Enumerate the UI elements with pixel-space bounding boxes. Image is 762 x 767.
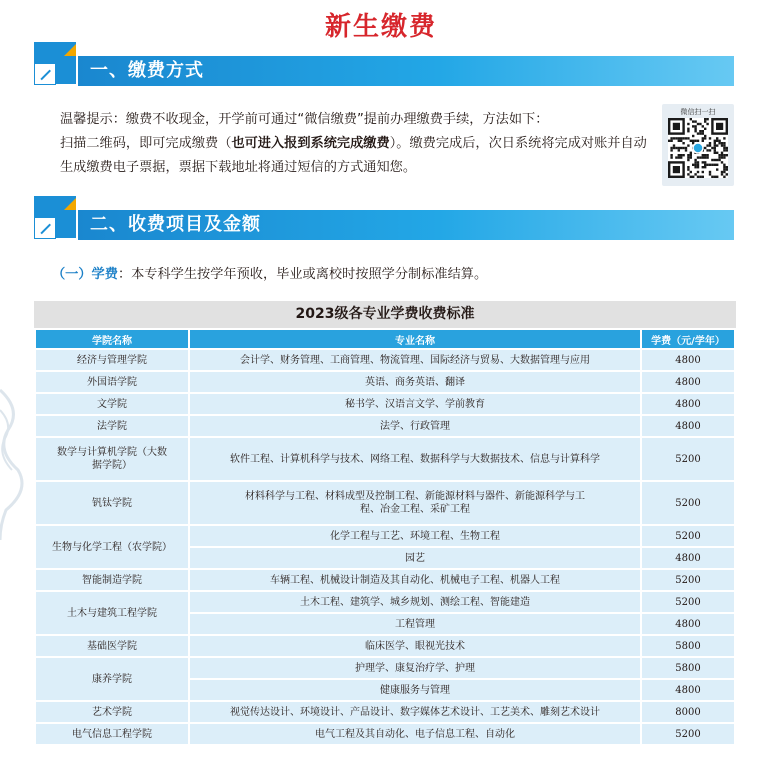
major-cell: 材料科学与工程、材料成型及控制工程、新能源材料与器件、新能源科学与工程、冶金工程、采矿工程 [189,481,641,525]
table-caption: 2023级各专业学费收费标准 [34,301,736,328]
table-row [35,437,735,481]
fee-cell: 4800 [641,679,735,701]
major-cell: 土木工程、建筑学、城乡规划、测绘工程、智能建造 [189,591,641,613]
college-cell: 钒钛学院 [35,481,189,525]
college-cell: 数学与计算机学院（大数据学院） [35,437,189,481]
wechat-pay-qr[interactable] [662,104,734,186]
qr-code-icon [668,118,728,178]
college-cell: 康养学院 [35,657,189,701]
column-header-college: 学院名称 [35,329,189,349]
major-cell: 视觉传达设计、环境设计、产品设计、数字媒体艺术设计、工艺美术、雕刻艺术设计 [189,701,641,723]
notice-line-1: 温馨提示：缴费不收现金，开学前可通过“微信缴费”提前办理缴费手续，方法如下： [60,112,549,127]
major-cell: 车辆工程、机械设计制造及其自动化、机械电子工程、机器人工程 [189,569,641,591]
notice-text: ）。缴费完成后，次日系统将完成对账并自动生成缴费电子票据，票据下载地址将通过短信的方式通知您。 [60,136,647,175]
table-row [35,481,735,525]
major-cell: 工程管理 [189,613,641,635]
fee-cell: 5200 [641,723,735,745]
college-cell: 生物与化学工程（农学院） [35,525,189,569]
college-cell: 智能制造学院 [35,569,189,591]
major-cell: 健康服务与管理 [189,679,641,701]
heading-decor-triangle [64,44,76,56]
fee-cell: 5800 [641,657,735,679]
fee-cell: 4800 [641,415,735,437]
fee-cell: 4800 [641,613,735,635]
heading-decor-outline [34,63,56,85]
table-row [35,525,735,547]
fee-cell: 4800 [641,349,735,371]
notice-line-2 [34,132,660,180]
college-cell: 艺术学院 [35,701,189,723]
major-cell: 电气工程及其自动化、电子信息工程、自动化 [189,723,641,745]
table-row [35,657,735,679]
heading-decor-outline [34,217,56,239]
fee-cell: 4800 [641,393,735,415]
college-cell: 经济与管理学院 [35,349,189,371]
section-heading-fee-items [34,196,734,246]
fee-cell: 5200 [641,481,735,525]
college-cell: 土木与建筑工程学院 [35,591,189,635]
heading-bar [78,210,734,240]
tuition-description [52,263,487,282]
table-row [35,569,735,591]
column-header-major: 专业名称 [189,329,641,349]
major-cell: 秘书学、汉语言文学、学前教育 [189,393,641,415]
fee-cell: 5200 [641,591,735,613]
fee-cell: 5200 [641,525,735,547]
fee-cell: 5800 [641,635,735,657]
major-cell: 化学工程与工艺、环境工程、生物工程 [189,525,641,547]
college-cell: 文学院 [35,393,189,415]
major-cell: 英语、商务英语、翻译 [189,371,641,393]
section-heading-payment-method [34,42,734,92]
major-cell: 法学、行政管理 [189,415,641,437]
table-row [35,635,735,657]
major-cell: 会计学、财务管理、工商管理、物流管理、国际经济与贸易、大数据管理与应用 [189,349,641,371]
college-cell: 外国语学院 [35,371,189,393]
college-cell: 电气信息工程学院 [35,723,189,745]
section-heading-text: 二、收费项目及金额 [90,214,261,235]
table-row [35,723,735,745]
major-cell: 园艺 [189,547,641,569]
qr-caption: 微信扫一扫 [680,108,716,116]
heading-bar [78,56,734,86]
fee-cell: 4800 [641,547,735,569]
table-row [35,701,735,723]
table-row [35,349,735,371]
ornament-decoration [0,380,30,540]
major-cell: 护理学、康复治疗学、护理 [189,657,641,679]
college-cell: 基础医学院 [35,635,189,657]
college-cell: 法学院 [35,415,189,437]
table-row [35,393,735,415]
tuition-table [34,301,736,746]
major-cell: 临床医学、眼视光技术 [189,635,641,657]
fee-cell: 4800 [641,371,735,393]
notice-emphasis: 也可进入报到系统完成缴费 [231,136,390,151]
fee-cell: 5200 [641,437,735,481]
notice-text: 扫描二维码，即可完成缴费（ [60,136,232,151]
heading-decor-triangle [64,198,76,210]
table-header-row [35,329,735,349]
table-row [35,415,735,437]
major-cell: 软件工程、计算机科学与技术、网络工程、数据科学与大数据技术、信息与计算科学 [189,437,641,481]
column-header-fee: 学费（元/学年） [641,329,735,349]
payment-notice [34,108,660,180]
table-row [35,371,735,393]
page-title: 新生缴费 [324,12,437,42]
fee-cell: 5200 [641,569,735,591]
tuition-text: ：本专科学生按学年预收，毕业或离校时按照学分制标准结算。 [117,267,488,282]
tuition-label: （一）学费 [52,267,118,282]
table-row [35,591,735,613]
fee-cell: 8000 [641,701,735,723]
section-heading-text: 一、缴费方式 [90,60,204,81]
